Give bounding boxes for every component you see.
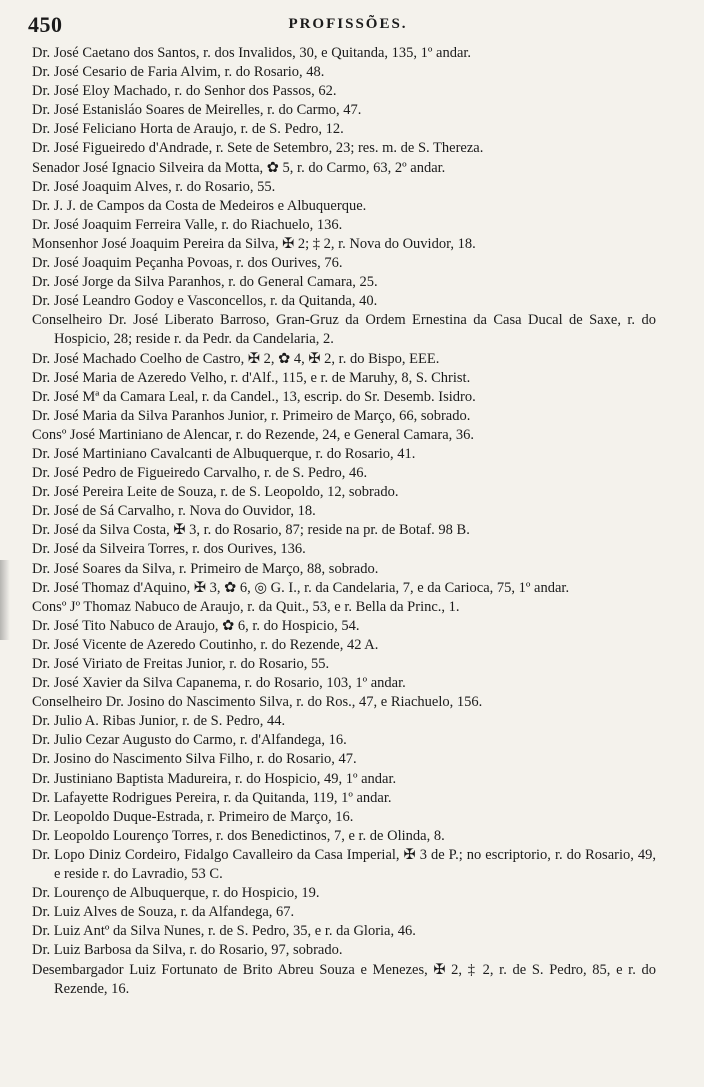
list-item: Dr. José Joaquim Ferreira Valle, r. do Riachuelo, 136. <box>32 216 343 233</box>
list-item: Dr. José Estanisláo Soares de Meirelles, r. do Carmo, 47. <box>32 102 362 119</box>
list-item: Dr. Josino do Nascimento Silva Filho, r. do Rosario, 47. <box>32 751 357 768</box>
list-item: Dr. José Mª da Camara Leal, r. da Candel., 13, escrip. do Sr. Desemb. Isidro. <box>32 388 476 405</box>
list-item: Dr. José Soares da Silva, r. Primeiro de Março, 88, sobrado. <box>32 560 379 577</box>
list-item: Dr. Lourenço de Albuquerque, r. do Hospicio, 19. <box>32 885 320 902</box>
list-item: Dr. José Joaquim Alves, r. do Rosario, 55. <box>32 178 276 195</box>
list-item: Dr. José Cesario de Faria Alvim, r. do Rosario, 48. <box>32 64 325 81</box>
list-item: Dr. José Vicente de Azeredo Coutinho, r. do Rezende, 42 A. <box>32 636 379 653</box>
list-item: Senador José Ignacio Silveira da Motta, ✿ 5, r. do Carmo, 63, 2º andar. <box>32 159 446 176</box>
list-item: Dr. Leopoldo Lourenço Torres, r. dos Benedictinos, 7, e r. de Olinda, 8. <box>32 827 445 844</box>
list-item: Dr. Luiz Antº da Silva Nunes, r. de S. Pedro, 35, e r. da Gloria, 46. <box>32 923 416 940</box>
list-item: Dr. José Martiniano Cavalcanti de Albuquerque, r. do Rosario, 41. <box>32 445 416 462</box>
list-item: Conselheiro Dr. José Liberato Barroso, Gran-Gruz da Ordem Ernestina da Casa Ducal de Saxe, r. do Hospicio, 28; reside r. da Pedr. da Candelaria, 2. <box>32 312 656 348</box>
list-item: Dr. Lafayette Rodrigues Pereira, r. da Quitanda, 119, 1º andar. <box>32 789 392 806</box>
list-item: Dr. José Tito Nabuco de Araujo, ✿ 6, r. do Hospicio, 54. <box>32 617 360 634</box>
list-item: Monsenhor José Joaquim Pereira da Silva, ✠ 2; ‡ 2, r. Nova do Ouvidor, 18. <box>32 235 476 252</box>
list-item: Dr. José Maria de Azeredo Velho, r. d'Alf., 115, e r. de Maruhy, 8, S. Christ. <box>32 369 471 386</box>
list-item: Dr. José da Silva Costa, ✠ 3, r. do Rosario, 87; reside na pr. de Botaf. 98 B. <box>32 522 470 539</box>
list-item: Dr. José Leandro Godoy e Vasconcellos, r. da Quitanda, 40. <box>32 293 378 310</box>
list-item: Dr. José Maria da Silva Paranhos Junior, r. Primeiro de Março, 66, sobrado. <box>32 407 471 424</box>
list-item: Dr. José Figueiredo d'Andrade, r. Sete de Setembro, 23; res. m. de S. Thereza. <box>32 140 484 157</box>
list-item: Dr. Justiniano Baptista Madureira, r. do Hospicio, 49, 1º andar. <box>32 770 397 787</box>
list-item: Conselheiro Dr. Josino do Nascimento Silva, r. do Ros., 47, e Riachuelo, 156. <box>32 694 483 711</box>
list-item: Consº José Martiniano de Alencar, r. do Rezende, 24, e General Camara, 36. <box>32 426 475 443</box>
list-item: Dr. José Caetano dos Santos, r. dos Invalidos, 30, e Quitanda, 135, 1º andar. <box>32 45 472 61</box>
list-item: Dr. Luiz Alves de Souza, r. da Alfandega, 67. <box>32 904 295 921</box>
list-item: Dr. Leopoldo Duque-Estrada, r. Primeiro de Março, 16. <box>32 808 354 825</box>
list-item: Dr. José Xavier da Silva Capanema, r. do Rosario, 103, 1º andar. <box>32 675 406 692</box>
list-item: Dr. José Eloy Machado, r. do Senhor dos Passos, 62. <box>32 83 337 100</box>
list-item: Dr. Lopo Diniz Cordeiro, Fidalgo Cavalleiro da Casa Imperial, ✠ 3 de P.; no escriptorio, r. do Rosario, 49, e reside r. do Lavradio, 53 C. <box>32 846 656 883</box>
list-item: Desembargador Luiz Fortunato de Brito Abreu Souza e Menezes, ✠ 2, ‡ 2, r. de S. Pedro, 85, e r. do Rezende, 16. <box>32 961 656 997</box>
list-item: Dr. José Thomaz d'Aquino, ✠ 3, ✿ 6, ◎ G. I., r. da Candelaria, 7, e da Carioca, 75, 1º andar. <box>32 579 570 596</box>
list-item: Consº Jº Thomaz Nabuco de Araujo, r. da Quit., 53, e r. Bella da Princ., 1. <box>32 598 460 615</box>
list-item: Dr. José Machado Coelho de Castro, ✠ 2, ✿ 4, ✠ 2, r. do Bispo, EEE. <box>32 350 440 367</box>
running-head: PROFISSÕES. <box>288 16 408 32</box>
list-item: Dr. José Feliciano Horta de Araujo, r. de S. Pedro, 12. <box>32 121 344 138</box>
list-item: Dr. Julio Cezar Augusto do Carmo, r. d'Alfandega, 16. <box>32 732 347 749</box>
list-item: Dr. J. J. de Campos da Costa de Medeiros e Albuquerque. <box>32 197 367 214</box>
list-item: Dr. José Pedro de Figueiredo Carvalho, r. de S. Pedro, 46. <box>32 465 368 482</box>
page-edge-shadow <box>0 560 10 640</box>
directory-list <box>32 44 656 999</box>
page-header <box>28 12 668 38</box>
list-item: Dr. José Pereira Leite de Souza, r. de S. Leopoldo, 12, sobrado. <box>32 484 399 501</box>
list-item: Dr. José Jorge da Silva Paranhos, r. do General Camara, 25. <box>32 274 378 291</box>
list-item: Dr. José da Silveira Torres, r. dos Ourives, 136. <box>32 541 306 558</box>
list-item: Dr. José de Sá Carvalho, r. Nova do Ouvidor, 18. <box>32 503 316 520</box>
list-item: Dr. Julio A. Ribas Junior, r. de S. Pedro, 44. <box>32 713 286 730</box>
list-item: Dr. José Viriato de Freitas Junior, r. do Rosario, 55. <box>32 656 330 672</box>
page-number: 450 <box>28 12 63 37</box>
list-item: Dr. Luiz Barbosa da Silva, r. do Rosario, 97, sobrado. <box>32 942 343 959</box>
list-item: Dr. José Joaquim Peçanha Povoas, r. dos Ourives, 76. <box>32 255 343 272</box>
